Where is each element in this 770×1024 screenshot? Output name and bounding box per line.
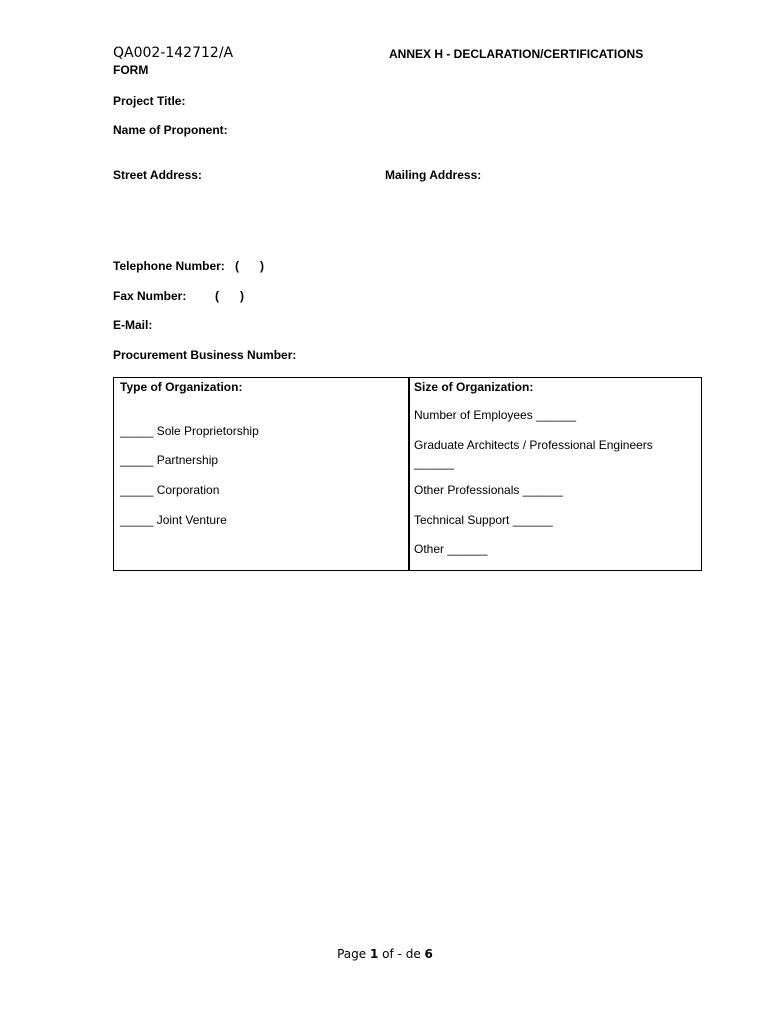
- page-total: 6: [424, 947, 433, 961]
- page-of-text: of - de: [382, 947, 421, 961]
- fax-close-paren: ): [240, 289, 244, 303]
- type-option-sole-proprietorship: _____ Sole Proprietorship: [120, 424, 259, 438]
- page-footer: [0, 947, 770, 961]
- size-technical-support: Technical Support ______: [414, 513, 553, 527]
- table-column-divider: [408, 378, 410, 570]
- proponent-name-label: Name of Proponent:: [113, 123, 228, 137]
- annex-title: ANNEX H - DECLARATION/CERTIFICATIONS: [389, 47, 644, 61]
- fax-open-paren: (: [215, 289, 219, 303]
- telephone-open-paren: (: [235, 259, 239, 273]
- size-graduate-architects-engineers: Graduate Architects / Professional Engineers: [414, 438, 653, 452]
- size-graduate-architects-blank: ______: [414, 456, 455, 470]
- street-address-label: Street Address:: [113, 168, 202, 182]
- project-title-label: Project Title:: [113, 94, 186, 108]
- pbn-label: Procurement Business Number:: [113, 348, 297, 362]
- telephone-label: Telephone Number:: [113, 259, 225, 273]
- type-option-corporation: _____ Corporation: [120, 483, 220, 497]
- size-of-organization-header: Size of Organization:: [414, 380, 534, 394]
- email-label: E-Mail:: [113, 318, 153, 332]
- type-option-joint-venture: _____ Joint Venture: [120, 513, 227, 527]
- form-label: FORM: [113, 63, 149, 77]
- type-option-partnership: _____ Partnership: [120, 453, 219, 467]
- fax-label: Fax Number:: [113, 289, 187, 303]
- mailing-address-label: Mailing Address:: [385, 168, 482, 182]
- telephone-close-paren: ): [260, 259, 264, 273]
- document-id: QA002-142712/A: [113, 45, 234, 61]
- organization-table: [113, 377, 702, 571]
- page-prefix: Page: [337, 947, 367, 961]
- size-other: Other ______: [414, 542, 488, 556]
- size-other-professionals: Other Professionals ______: [414, 483, 563, 497]
- type-of-organization-header: Type of Organization:: [120, 380, 243, 394]
- size-number-of-employees: Number of Employees ______: [414, 408, 577, 422]
- page-number: 1: [369, 947, 379, 961]
